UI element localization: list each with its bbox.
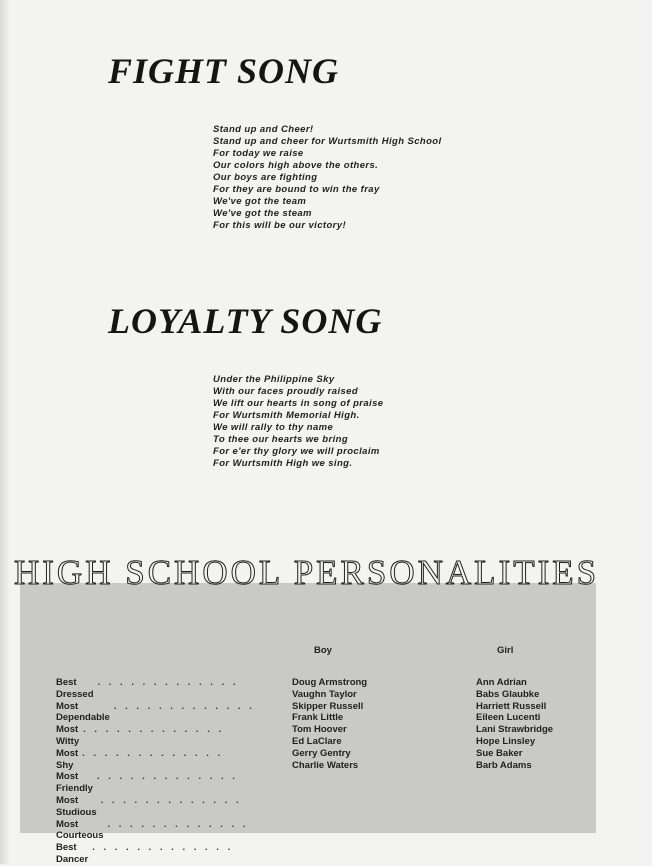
category-list — [56, 677, 255, 866]
category-label: Most Shy — [56, 747, 79, 771]
boy-name: Ed LaClare — [292, 735, 342, 747]
category-label: Most Dependable — [56, 700, 110, 724]
category-item — [56, 842, 234, 866]
category-item — [56, 677, 239, 701]
girl-name: Eileen Lucenti — [476, 712, 541, 724]
fight-song-lyrics — [213, 124, 442, 232]
leader-dots: . . . . . . . . . . . . . — [100, 794, 242, 806]
leader-dots: . . . . . . . . . . . . . — [82, 747, 224, 759]
girl-name-list — [476, 677, 553, 771]
category-item — [56, 794, 242, 819]
category-item — [56, 818, 249, 843]
personalities-heading: HIGH SCHOOL PERSONALITIES — [14, 553, 600, 592]
girl-name: Harriett Russell — [476, 700, 547, 712]
lyric-line: Stand up and Cheer! — [213, 124, 314, 135]
boy-name: Charlie Waters — [292, 759, 359, 771]
girl-column-header: Girl — [497, 645, 514, 656]
lyric-line: For today we raise — [213, 148, 304, 159]
leader-dots: . . . . . . . . . . . . . — [113, 700, 255, 712]
girl-name: Lani Strawbridge — [476, 724, 554, 736]
category-label: Most Friendly — [56, 771, 93, 795]
lyric-line: Our colors high above the others. — [213, 160, 379, 171]
boy-column-header: Boy — [314, 645, 332, 656]
category-label: Most Witty — [56, 724, 80, 747]
lyric-line: We've got the team — [213, 196, 307, 207]
leader-dots: . . . . . . . . . . . . . — [96, 771, 238, 783]
leader-dots: . . . . . . . . . . . . . — [107, 818, 249, 830]
girl-name: Barb Adams — [476, 759, 532, 771]
lyric-line: For they are bound to win the fray — [213, 184, 380, 195]
boy-name: Doug Armstrong — [292, 677, 368, 688]
loyalty-song-lyrics — [213, 374, 383, 470]
page-binding-edge — [0, 0, 10, 864]
girl-name: Sue Baker — [476, 747, 523, 759]
lyric-line: For Wurtsmith Memorial High. — [213, 410, 360, 421]
girl-name: Ann Adrian — [476, 677, 527, 688]
boy-name: Gerry Gentry — [292, 747, 351, 759]
lyric-line: With our faces proudly raised — [213, 386, 359, 397]
loyalty-song-title: LOYALTY SONG — [108, 301, 383, 341]
lyric-line: For Wurtsmith High we sing. — [213, 458, 353, 469]
fight-song-title: FIGHT SONG — [108, 51, 340, 91]
leader-dots: . . . . . . . . . . . . . — [83, 724, 225, 736]
girl-name: Babs Glaubke — [476, 688, 540, 700]
lyric-line: To thee our hearts we bring — [213, 434, 349, 445]
leader-dots: . . . . . . . . . . . . . — [97, 677, 239, 688]
lyric-line: We lift our hearts in song of praise — [213, 398, 384, 409]
lyric-line: Stand up and cheer for Wurtsmith High School — [213, 136, 442, 147]
lyric-line: For e'er thy glory we will proclaim — [213, 446, 380, 457]
lyric-line: We've got the steam — [213, 208, 312, 219]
category-item — [56, 771, 238, 795]
category-label: Most Courteous — [56, 818, 104, 842]
boy-name: Skipper Russell — [292, 700, 364, 712]
category-label: Most Studious — [56, 794, 97, 818]
category-label: Best Dressed — [56, 677, 94, 700]
lyric-line: For this will be our victory! — [213, 220, 347, 231]
boy-name-list — [292, 677, 367, 771]
lyric-line: We will rally to thy name — [213, 422, 334, 433]
lyric-line: Under the Philippine Sky — [213, 374, 335, 385]
girl-name: Hope Linsley — [476, 735, 536, 747]
lyric-line: Our boys are fighting — [213, 172, 318, 183]
category-label: Best Dancer — [56, 842, 89, 865]
category-item — [56, 700, 255, 725]
boy-name: Vaughn Taylor — [292, 688, 357, 700]
leader-dots: . . . . . . . . . . . . . — [92, 842, 234, 854]
category-item — [56, 724, 225, 748]
boy-name: Frank Little — [292, 712, 344, 724]
boy-name: Tom Hoover — [292, 724, 347, 736]
category-item — [56, 747, 224, 772]
